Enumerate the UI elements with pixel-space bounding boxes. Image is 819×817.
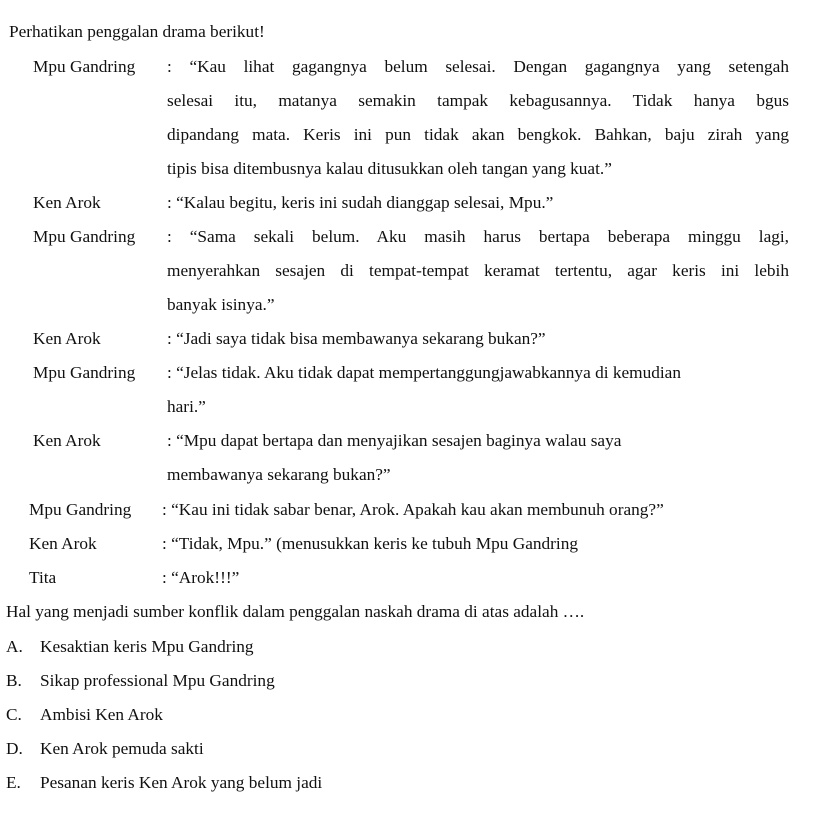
answer-option-d[interactable] [0,739,819,759]
speaker-name: Mpu Gandring [33,227,136,246]
speech-line: : “Jadi saya tidak bisa membawanya sekarang bukan?” [167,329,546,348]
answer-option-c[interactable] [0,705,819,725]
speech-line: : “Kau ini tidak sabar benar, Arok. Apakah kau akan membunuh orang?” [162,500,664,519]
dialogue-speech [167,356,789,424]
dialogue-speech [167,186,789,220]
option-text: Pesanan keris Ken Arok yang belum jadi [40,773,323,792]
dialogue-speech [162,493,789,527]
speech-line: : “Kalau begitu, keris ini sudah dianggap selesai, Mpu.” [167,193,554,212]
speaker-name: Ken Arok [29,534,97,553]
speech-line: menyerahkan sesajen di tempat-tempat keramat tertentu, agar keris ini lebih [167,261,789,280]
option-text: Ambisi Ken Arok [40,705,163,724]
dialogue-speech [167,322,789,356]
speaker-name: Ken Arok [33,329,101,348]
speech-line: hari.” [167,397,206,416]
option-letter: D. [6,739,23,758]
dialogue-speech [167,50,789,186]
answer-option-b[interactable] [0,671,819,691]
speech-line: : “Jelas tidak. Aku tidak dapat mempertanggungjawabkannya di kemudian [167,363,681,382]
speech-line: : “Arok!!!” [162,568,240,587]
speech-line: membawanya sekarang bukan?” [167,465,391,484]
dialogue-speech [167,220,789,322]
option-letter: A. [6,637,23,656]
option-text: Ken Arok pemuda sakti [40,739,204,758]
speaker-name: Ken Arok [33,193,101,212]
speech-line: : “Sama sekali belum. Aku masih harus bertapa beberapa minggu lagi, [167,227,789,246]
question-text: Hal yang menjadi sumber konflik dalam penggalan naskah drama di atas adalah …. [6,602,585,621]
option-letter: E. [6,773,21,792]
dialogue-speech [162,561,789,595]
speech-line: : “Kau lihat gagangnya belum selesai. Dengan gagangnya yang setengah [167,57,789,76]
speech-line: tipis bisa ditembusnya kalau ditusukkan oleh tangan yang kuat.” [167,159,612,178]
speaker-name: Mpu Gandring [29,500,132,519]
speech-line: banyak isinya.” [167,295,275,314]
option-text: Kesaktian keris Mpu Gandring [40,637,254,656]
speaker-name: Mpu Gandring [33,363,136,382]
dialogue-speech [167,424,789,492]
speech-line: selesai itu, matanya semakin tampak kebagusannya. Tidak hanya bgus [167,91,789,110]
speaker-name: Ken Arok [33,431,101,450]
speaker-name: Mpu Gandring [33,57,136,76]
intro-text: Perhatikan penggalan drama berikut! [9,22,265,41]
option-text: Sikap professional Mpu Gandring [40,671,275,690]
speaker-name: Tita [29,568,57,587]
speech-line: : “Tidak, Mpu.” (menusukkan keris ke tubuh Mpu Gandring [162,534,578,553]
speech-line: dipandang mata. Keris ini pun tidak akan bengkok. Bahkan, baju zirah yang [167,125,789,144]
speech-line: : “Mpu dapat bertapa dan menyajikan sesajen baginya walau saya [167,431,622,450]
option-letter: B. [6,671,22,690]
answer-option-e[interactable] [0,773,819,793]
answer-option-a[interactable] [0,637,819,657]
option-letter: C. [6,705,22,724]
dialogue-speech [162,527,789,561]
